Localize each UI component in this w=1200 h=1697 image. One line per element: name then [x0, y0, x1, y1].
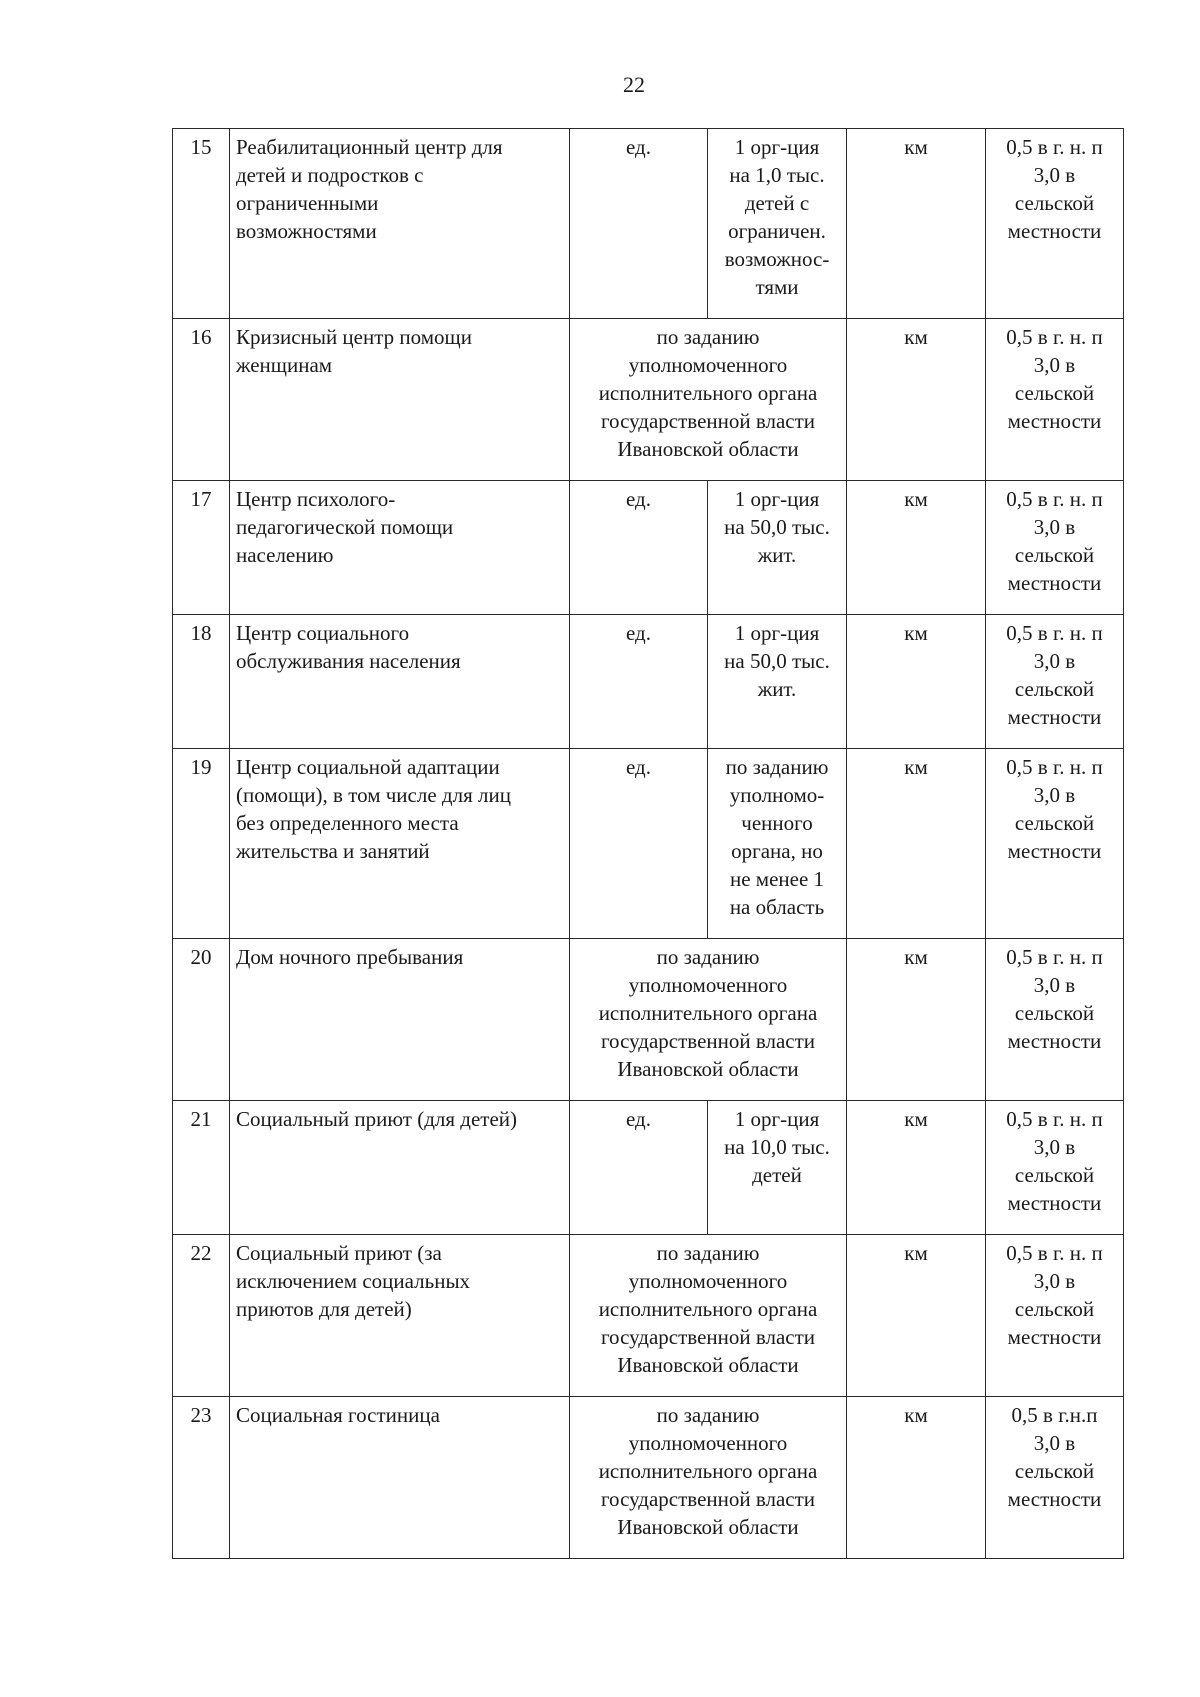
facility-name-cell [230, 1101, 570, 1235]
accessibility-line: местности [1007, 705, 1102, 729]
measure-unit-cell [847, 319, 986, 481]
row-number-cell [173, 129, 230, 319]
norm-merged-line: Ивановской области [617, 437, 799, 461]
row-number: 20 [190, 945, 212, 969]
row-number: 19 [190, 755, 212, 779]
unit-value: ед. [626, 487, 651, 511]
accessibility-line: сельской [1014, 1001, 1095, 1025]
accessibility-line: местности [1007, 1487, 1102, 1511]
measure-unit-value: км [904, 755, 928, 779]
row-number: 16 [190, 325, 212, 349]
norm-merged-line: государственной власти [600, 1325, 816, 1349]
accessibility-line: 0,5 в г. н. п [1006, 325, 1103, 349]
accessibility-line: 0,5 в г. н. п [1006, 945, 1103, 969]
norm-merged-cell [570, 1235, 847, 1397]
facility-name-line: Центр психолого- [236, 487, 396, 511]
unit-value: ед. [626, 1107, 651, 1131]
measure-unit-cell [847, 129, 986, 319]
norm-merged-cell [570, 1397, 847, 1559]
norm-line: по заданию [725, 755, 829, 779]
measure-unit-value: км [904, 135, 928, 159]
row-number: 17 [190, 487, 212, 511]
norm-merged-line: исполнительного органа [598, 381, 818, 405]
row-number-cell [173, 939, 230, 1101]
norm-line: на 1,0 тыс. [729, 163, 825, 187]
norm-line: тями [755, 275, 799, 299]
accessibility-line: 3,0 в [1033, 163, 1076, 187]
norm-line: ченного [741, 811, 813, 835]
norm-line: жит. [757, 677, 797, 701]
facility-name-line: возможностями [236, 219, 377, 243]
norm-line: 1 орг-ция [734, 621, 820, 645]
norm-merged-line: уполномоченного [628, 973, 788, 997]
accessibility-line: местности [1007, 571, 1102, 595]
accessibility-line: 3,0 в [1033, 1431, 1076, 1455]
accessibility-line: сельской [1014, 677, 1095, 701]
norm-merged-cell [570, 319, 847, 481]
measure-unit-cell [847, 615, 986, 749]
table-row [173, 129, 1124, 319]
accessibility-line: 3,0 в [1033, 649, 1076, 673]
norm-merged-line: по заданию [656, 945, 760, 969]
accessibility-line: 3,0 в [1033, 973, 1076, 997]
facility-name-line: населению [236, 543, 334, 567]
row-number-cell [173, 615, 230, 749]
norm-cell [708, 615, 847, 749]
norm-merged-line: уполномоченного [628, 1431, 788, 1455]
norm-line: ограничен. [728, 219, 826, 243]
unit-cell [570, 1101, 708, 1235]
row-number: 18 [190, 621, 212, 645]
facility-name-line: исключением социальных [236, 1269, 471, 1293]
norm-line: на 10,0 тыс. [724, 1135, 830, 1159]
accessibility-line: 3,0 в [1033, 353, 1076, 377]
unit-cell [570, 615, 708, 749]
accessibility-line: 3,0 в [1033, 1135, 1076, 1159]
facility-name-line: приютов для детей) [236, 1297, 412, 1321]
facility-name-cell [230, 129, 570, 319]
table-row [173, 1101, 1124, 1235]
unit-value: ед. [626, 755, 651, 779]
normatives-table [172, 128, 1124, 1559]
accessibility-cell [986, 1235, 1124, 1397]
norm-merged-line: по заданию [656, 1403, 760, 1427]
accessibility-line: 3,0 в [1033, 515, 1076, 539]
accessibility-line: 0,5 в г. н. п [1006, 755, 1103, 779]
facility-name-cell [230, 319, 570, 481]
norm-merged-cell [570, 939, 847, 1101]
measure-unit-cell [847, 1101, 986, 1235]
norm-line: жит. [757, 543, 797, 567]
table-row [173, 939, 1124, 1101]
norm-line: на область [729, 895, 825, 919]
measure-unit-cell [847, 939, 986, 1101]
table-row [173, 615, 1124, 749]
accessibility-line: 0,5 в г. н. п [1006, 1241, 1103, 1265]
norm-merged-line: уполномоченного [628, 1269, 788, 1293]
norm-merged-line: Ивановской области [617, 1515, 799, 1539]
facility-name-line: жительства и занятий [236, 839, 430, 863]
facility-name-cell [230, 1235, 570, 1397]
row-number: 15 [190, 135, 212, 159]
accessibility-line: сельской [1014, 811, 1095, 835]
norm-line: 1 орг-ция [734, 135, 820, 159]
norm-merged-line: Ивановской области [617, 1057, 799, 1081]
norm-merged-line: уполномоченного [628, 353, 788, 377]
measure-unit-cell [847, 1235, 986, 1397]
accessibility-line: сельской [1014, 191, 1095, 215]
unit-value: ед. [626, 135, 651, 159]
accessibility-line: местности [1007, 409, 1102, 433]
facility-name-cell [230, 749, 570, 939]
norm-line: не менее 1 [729, 867, 825, 891]
facility-name-line: Центр социальной адаптации [236, 755, 500, 779]
accessibility-cell [986, 749, 1124, 939]
norm-merged-line: исполнительного органа [598, 1297, 818, 1321]
table-body [173, 129, 1124, 1559]
table-row [173, 319, 1124, 481]
facility-name-line: Социальная гостиница [236, 1403, 440, 1427]
row-number-cell [173, 319, 230, 481]
norm-merged-line: Ивановской области [617, 1353, 799, 1377]
measure-unit-cell [847, 749, 986, 939]
accessibility-line: 0,5 в г. н. п [1006, 487, 1103, 511]
unit-value: ед. [626, 621, 651, 645]
accessibility-line: 3,0 в [1033, 783, 1076, 807]
accessibility-cell [986, 1397, 1124, 1559]
facility-name-line: Социальный приют (для детей) [236, 1107, 517, 1131]
accessibility-line: сельской [1014, 543, 1095, 567]
measure-unit-value: км [904, 1241, 928, 1265]
facility-name-line: Дом ночного пребывания [236, 945, 464, 969]
measure-unit-value: км [904, 621, 928, 645]
norm-merged-line: государственной власти [600, 1487, 816, 1511]
facility-name-cell [230, 481, 570, 615]
accessibility-cell [986, 615, 1124, 749]
norm-line: детей с [744, 191, 810, 215]
accessibility-cell [986, 129, 1124, 319]
norm-line: уполномо- [729, 783, 825, 807]
facility-name-line: педагогической помощи [236, 515, 454, 539]
facility-name-cell [230, 939, 570, 1101]
measure-unit-value: км [904, 1403, 928, 1427]
norm-merged-line: по заданию [656, 325, 760, 349]
measure-unit-cell [847, 1397, 986, 1559]
accessibility-cell [986, 481, 1124, 615]
norm-merged-line: исполнительного органа [598, 1459, 818, 1483]
accessibility-line: 0,5 в г. н. п [1006, 621, 1103, 645]
accessibility-line: сельской [1014, 1163, 1095, 1187]
norm-line: на 50,0 тыс. [724, 515, 830, 539]
accessibility-line: 0,5 в г.н.п [1011, 1403, 1098, 1427]
facility-name-line: ограниченными [236, 191, 379, 215]
norm-line: возможнос- [724, 247, 830, 271]
norm-merged-line: по заданию [656, 1241, 760, 1265]
table-row [173, 1235, 1124, 1397]
facility-name-line: (помощи), в том числе для лиц [236, 783, 511, 807]
norm-line: органа, но [731, 839, 823, 863]
table-row [173, 749, 1124, 939]
facility-name-line: Социальный приют (за [236, 1241, 442, 1265]
facility-name-line: Кризисный центр помощи [236, 325, 472, 349]
row-number-cell [173, 749, 230, 939]
row-number-cell [173, 1101, 230, 1235]
norm-line: 1 орг-ция [734, 487, 820, 511]
accessibility-line: местности [1007, 1325, 1102, 1349]
accessibility-line: местности [1007, 1029, 1102, 1053]
measure-unit-value: км [904, 1107, 928, 1131]
accessibility-line: 0,5 в г. н. п [1006, 1107, 1103, 1131]
facility-name-line: детей и подростков с [236, 163, 424, 187]
measure-unit-value: км [904, 487, 928, 511]
accessibility-line: 3,0 в [1033, 1269, 1076, 1293]
norm-cell [708, 1101, 847, 1235]
row-number-cell [173, 1235, 230, 1397]
table-row [173, 481, 1124, 615]
measure-unit-value: км [904, 325, 928, 349]
norm-line: детей [752, 1163, 802, 1187]
norm-cell [708, 749, 847, 939]
facility-name-line: женщинам [236, 353, 333, 377]
facility-name-line: без определенного места [236, 811, 459, 835]
accessibility-line: 0,5 в г. н. п [1006, 135, 1103, 159]
norm-line: на 50,0 тыс. [724, 649, 830, 673]
facility-name-line: обслуживания населения [236, 649, 461, 673]
facility-name-line: Реабилитационный центр для [236, 135, 503, 159]
unit-cell [570, 481, 708, 615]
norm-merged-line: исполнительного органа [598, 1001, 818, 1025]
facility-name-line: Центр социального [236, 621, 410, 645]
accessibility-line: местности [1007, 219, 1102, 243]
page-number: 22 [623, 72, 645, 97]
row-number: 21 [190, 1107, 212, 1131]
norm-line: 1 орг-ция [734, 1107, 820, 1131]
accessibility-line: местности [1007, 1191, 1102, 1215]
accessibility-cell [986, 939, 1124, 1101]
measure-unit-value: км [904, 945, 928, 969]
accessibility-line: сельской [1014, 1297, 1095, 1321]
accessibility-line: сельской [1014, 1459, 1095, 1483]
norm-cell [708, 129, 847, 319]
row-number-cell [173, 481, 230, 615]
row-number: 23 [190, 1403, 212, 1427]
unit-cell [570, 129, 708, 319]
norm-merged-line: государственной власти [600, 409, 816, 433]
table-row [173, 1397, 1124, 1559]
norm-merged-line: государственной власти [600, 1029, 816, 1053]
facility-name-cell [230, 615, 570, 749]
row-number-cell [173, 1397, 230, 1559]
norm-cell [708, 481, 847, 615]
accessibility-line: местности [1007, 839, 1102, 863]
accessibility-cell [986, 319, 1124, 481]
row-number: 22 [190, 1241, 212, 1265]
facility-name-cell [230, 1397, 570, 1559]
unit-cell [570, 749, 708, 939]
accessibility-cell [986, 1101, 1124, 1235]
measure-unit-cell [847, 481, 986, 615]
accessibility-line: сельской [1014, 381, 1095, 405]
